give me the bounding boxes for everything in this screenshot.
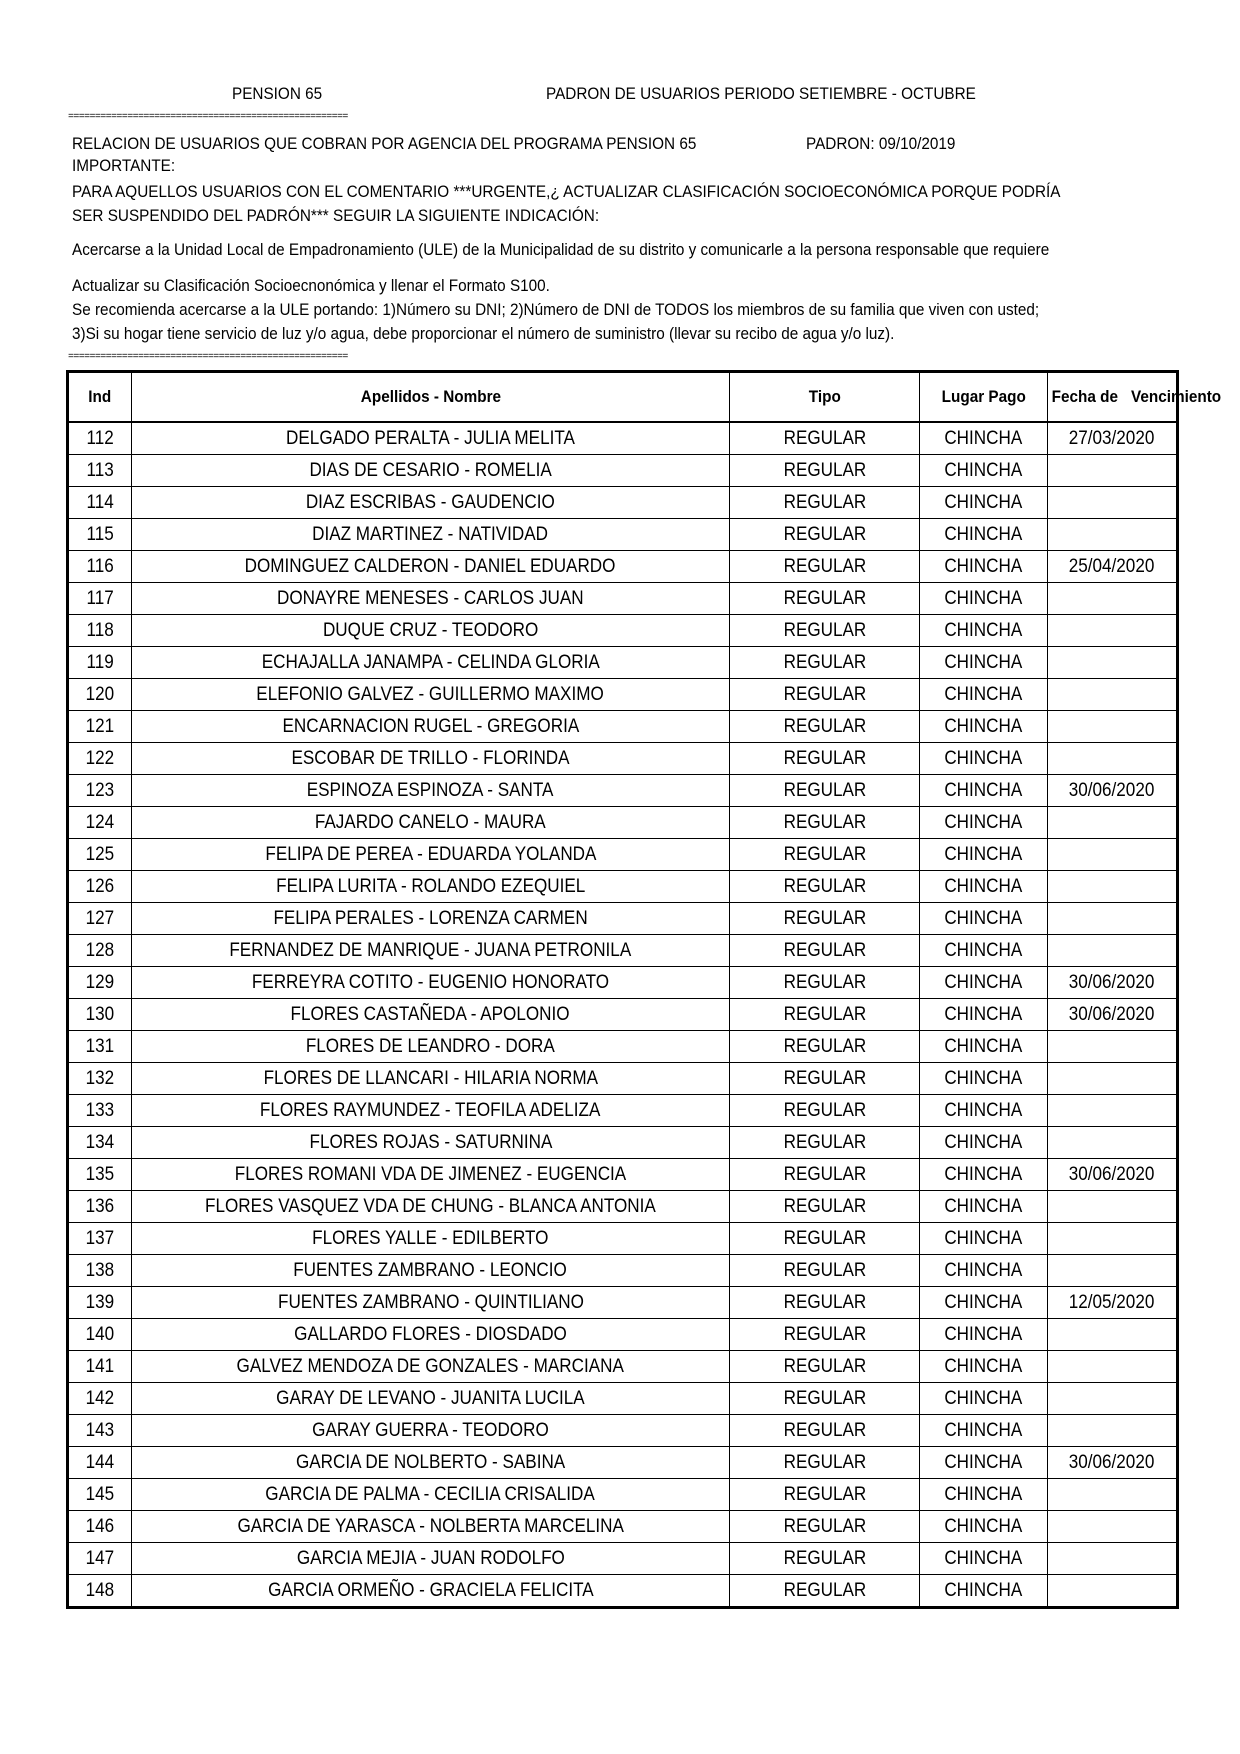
cell-type: REGULAR — [730, 1447, 920, 1479]
cell-place: CHINCHA — [920, 1575, 1048, 1607]
notice-line-2: SER SUSPENDIDO DEL PADRÓN*** SEGUIR LA SIGUIENTE INDICACIÓN: — [72, 206, 600, 225]
cell-due-date — [1048, 1351, 1177, 1383]
cell-due-date — [1048, 1575, 1177, 1607]
cell-ind: 124 — [69, 807, 132, 839]
cell-place: CHINCHA — [920, 1383, 1048, 1415]
cell-place: CHINCHA — [920, 487, 1048, 519]
cell-type: REGULAR — [730, 1159, 920, 1191]
cell-ind: 128 — [69, 935, 132, 967]
table-row — [69, 1383, 1177, 1415]
cell-ind: 113 — [69, 455, 132, 487]
column-header-type: Tipo — [730, 373, 920, 423]
cell-due-date — [1048, 1063, 1177, 1095]
table-row — [69, 1031, 1177, 1063]
cell-type: REGULAR — [730, 743, 920, 775]
cell-place: CHINCHA — [920, 743, 1048, 775]
table-row — [69, 1575, 1177, 1607]
cell-place: CHINCHA — [920, 1063, 1048, 1095]
cell-ind: 127 — [69, 903, 132, 935]
table-row — [69, 551, 1177, 583]
cell-name: DELGADO PERALTA - JULIA MELITA — [132, 422, 730, 455]
cell-place: CHINCHA — [920, 1543, 1048, 1575]
cell-ind: 140 — [69, 1319, 132, 1351]
cell-due-date — [1048, 1383, 1177, 1415]
cell-place: CHINCHA — [920, 615, 1048, 647]
cell-due-date — [1048, 1127, 1177, 1159]
cell-place: CHINCHA — [920, 551, 1048, 583]
cell-due-date — [1048, 519, 1177, 551]
program-name: PENSION 65 — [232, 84, 323, 103]
cell-name: GALVEZ MENDOZA DE GONZALES - MARCIANA — [132, 1351, 730, 1383]
cell-type: REGULAR — [730, 647, 920, 679]
cell-name: DIAZ MARTINEZ - NATIVIDAD — [132, 519, 730, 551]
cell-due-date: 30/06/2020 — [1048, 999, 1177, 1031]
cell-type: REGULAR — [730, 1511, 920, 1543]
table-row — [69, 1479, 1177, 1511]
instruction-line-1: Acercarse a la Unidad Local de Empadronamiento (ULE) de la Municipalidad de su distrito y comunicarle a la persona responsable que requiere — [72, 240, 1050, 259]
cell-place: CHINCHA — [920, 775, 1048, 807]
cell-ind: 143 — [69, 1415, 132, 1447]
cell-place: CHINCHA — [920, 1511, 1048, 1543]
cell-ind: 112 — [69, 422, 132, 455]
cell-place: CHINCHA — [920, 807, 1048, 839]
cell-ind: 142 — [69, 1383, 132, 1415]
cell-place: CHINCHA — [920, 1095, 1048, 1127]
cell-due-date — [1048, 1543, 1177, 1575]
cell-ind: 130 — [69, 999, 132, 1031]
cell-name: FUENTES ZAMBRANO - LEONCIO — [132, 1255, 730, 1287]
cell-ind: 137 — [69, 1223, 132, 1255]
cell-type: REGULAR — [730, 903, 920, 935]
cell-type: REGULAR — [730, 519, 920, 551]
cell-place: CHINCHA — [920, 1255, 1048, 1287]
cell-name: ECHAJALLA JANAMPA - CELINDA GLORIA — [132, 647, 730, 679]
cell-name: FLORES ROJAS - SATURNINA — [132, 1127, 730, 1159]
cell-type: REGULAR — [730, 839, 920, 871]
table-row — [69, 455, 1177, 487]
table-header-row — [69, 373, 1177, 423]
table-row — [69, 1319, 1177, 1351]
cell-due-date — [1048, 487, 1177, 519]
cell-name: GARCIA DE YARASCA - NOLBERTA MARCELINA — [132, 1511, 730, 1543]
separator-bottom: ==================================================== — [68, 352, 348, 363]
cell-name: FELIPA DE PEREA - EDUARDA YOLANDA — [132, 839, 730, 871]
cell-type: REGULAR — [730, 455, 920, 487]
cell-place: CHINCHA — [920, 903, 1048, 935]
cell-place: CHINCHA — [920, 455, 1048, 487]
cell-due-date: 30/06/2020 — [1048, 967, 1177, 999]
cell-ind: 146 — [69, 1511, 132, 1543]
cell-name: DIAZ ESCRIBAS - GAUDENCIO — [132, 487, 730, 519]
table-row — [69, 583, 1177, 615]
table-row — [69, 422, 1177, 455]
cell-ind: 135 — [69, 1159, 132, 1191]
cell-name: FLORES ROMANI VDA DE JIMENEZ - EUGENCIA — [132, 1159, 730, 1191]
instruction-line-4: 3)Si su hogar tiene servicio de luz y/o agua, debe proporcionar el número de suministro (llevar su recibo de agua y/o luz). — [72, 324, 895, 343]
cell-due-date — [1048, 647, 1177, 679]
table-row — [69, 807, 1177, 839]
cell-type: REGULAR — [730, 1223, 920, 1255]
relation-line: RELACION DE USUARIOS QUE COBRAN POR AGENCIA DEL PROGRAMA PENSION 65 — [72, 134, 697, 153]
cell-place: CHINCHA — [920, 1351, 1048, 1383]
table-row — [69, 1063, 1177, 1095]
cell-place: CHINCHA — [920, 1447, 1048, 1479]
cell-ind: 138 — [69, 1255, 132, 1287]
cell-due-date: 30/06/2020 — [1048, 1159, 1177, 1191]
cell-ind: 122 — [69, 743, 132, 775]
cell-type: REGULAR — [730, 1287, 920, 1319]
cell-due-date — [1048, 807, 1177, 839]
cell-name: FLORES RAYMUNDEZ - TEOFILA ADELIZA — [132, 1095, 730, 1127]
cell-ind: 121 — [69, 711, 132, 743]
cell-due-date — [1048, 1319, 1177, 1351]
cell-due-date: 12/05/2020 — [1048, 1287, 1177, 1319]
cell-type: REGULAR — [730, 487, 920, 519]
cell-due-date — [1048, 871, 1177, 903]
cell-name: DONAYRE MENESES - CARLOS JUAN — [132, 583, 730, 615]
cell-ind: 115 — [69, 519, 132, 551]
cell-name: GARCIA ORMEÑO - GRACIELA FELICITA — [132, 1575, 730, 1607]
cell-due-date — [1048, 1511, 1177, 1543]
cell-name: GARCIA DE NOLBERTO - SABINA — [132, 1447, 730, 1479]
cell-due-date — [1048, 455, 1177, 487]
cell-ind: 141 — [69, 1351, 132, 1383]
cell-ind: 118 — [69, 615, 132, 647]
cell-name: GARAY DE LEVANO - JUANITA LUCILA — [132, 1383, 730, 1415]
column-header-place: Lugar Pago — [920, 373, 1048, 423]
separator-top: ==================================================== — [68, 112, 348, 123]
cell-due-date — [1048, 711, 1177, 743]
cell-type: REGULAR — [730, 583, 920, 615]
cell-ind: 120 — [69, 679, 132, 711]
table-row — [69, 743, 1177, 775]
users-table — [68, 372, 1222, 1607]
cell-due-date — [1048, 839, 1177, 871]
cell-type: REGULAR — [730, 1095, 920, 1127]
cell-name: FELIPA LURITA - ROLANDO EZEQUIEL — [132, 871, 730, 903]
table-row — [69, 647, 1177, 679]
cell-type: REGULAR — [730, 1255, 920, 1287]
table-row — [69, 1511, 1177, 1543]
cell-ind: 134 — [69, 1127, 132, 1159]
cell-type: REGULAR — [730, 1383, 920, 1415]
cell-name: FLORES DE LEANDRO - DORA — [132, 1031, 730, 1063]
table-row — [69, 1287, 1177, 1319]
document-title: PADRON DE USUARIOS PERIODO SETIEMBRE - OCTUBRE — [546, 84, 976, 103]
column-header-name: Apellidos - Nombre — [132, 373, 730, 423]
cell-name: FLORES DE LLANCARI - HILARIA NORMA — [132, 1063, 730, 1095]
table-row — [69, 1447, 1177, 1479]
table-row — [69, 775, 1177, 807]
table-body — [69, 422, 1177, 1607]
instruction-line-3: Se recomienda acercarse a la ULE portando: 1)Número su DNI; 2)Número de DNI de TODOS los miembros de su familia que viven con usted; — [72, 300, 1040, 319]
table-row — [69, 999, 1177, 1031]
cell-due-date — [1048, 1415, 1177, 1447]
cell-type: REGULAR — [730, 999, 920, 1031]
cell-due-date: 25/04/2020 — [1048, 551, 1177, 583]
cell-due-date — [1048, 1095, 1177, 1127]
cell-name: GALLARDO FLORES - DIOSDADO — [132, 1319, 730, 1351]
cell-name: FUENTES ZAMBRANO - QUINTILIANO — [132, 1287, 730, 1319]
table-row — [69, 1415, 1177, 1447]
cell-ind: 131 — [69, 1031, 132, 1063]
cell-ind: 116 — [69, 551, 132, 583]
cell-due-date — [1048, 1223, 1177, 1255]
cell-place: CHINCHA — [920, 967, 1048, 999]
cell-type: REGULAR — [730, 1127, 920, 1159]
cell-ind: 119 — [69, 647, 132, 679]
cell-type: REGULAR — [730, 1543, 920, 1575]
table-row — [69, 871, 1177, 903]
cell-due-date: 30/06/2020 — [1048, 775, 1177, 807]
cell-type: REGULAR — [730, 1191, 920, 1223]
cell-type: REGULAR — [730, 615, 920, 647]
cell-place: CHINCHA — [920, 1159, 1048, 1191]
cell-name: GARCIA MEJIA - JUAN RODOLFO — [132, 1543, 730, 1575]
cell-due-date — [1048, 1191, 1177, 1223]
cell-ind: 125 — [69, 839, 132, 871]
cell-name: DOMINGUEZ CALDERON - DANIEL EDUARDO — [132, 551, 730, 583]
cell-type: REGULAR — [730, 679, 920, 711]
cell-type: REGULAR — [730, 551, 920, 583]
table-row — [69, 1255, 1177, 1287]
cell-name: DIAS DE CESARIO - ROMELIA — [132, 455, 730, 487]
column-header-due-date: Fecha de Vencimiento — [1048, 373, 1177, 423]
instruction-line-2: Actualizar su Clasificación Socioecnonómica y llenar el Formato S100. — [72, 276, 550, 295]
cell-place: CHINCHA — [920, 1287, 1048, 1319]
cell-name: GARAY GUERRA - TEODORO — [132, 1415, 730, 1447]
cell-type: REGULAR — [730, 871, 920, 903]
cell-due-date — [1048, 935, 1177, 967]
cell-ind: 144 — [69, 1447, 132, 1479]
table-row — [69, 711, 1177, 743]
cell-place: CHINCHA — [920, 1191, 1048, 1223]
cell-place: CHINCHA — [920, 711, 1048, 743]
cell-name: ESPINOZA ESPINOZA - SANTA — [132, 775, 730, 807]
cell-ind: 117 — [69, 583, 132, 615]
cell-name: ELEFONIO GALVEZ - GUILLERMO MAXIMO — [132, 679, 730, 711]
cell-place: CHINCHA — [920, 1127, 1048, 1159]
cell-due-date — [1048, 583, 1177, 615]
cell-place: CHINCHA — [920, 1479, 1048, 1511]
cell-due-date: 30/06/2020 — [1048, 1447, 1177, 1479]
cell-type: REGULAR — [730, 1063, 920, 1095]
cell-ind: 145 — [69, 1479, 132, 1511]
cell-type: REGULAR — [730, 1351, 920, 1383]
cell-place: CHINCHA — [920, 999, 1048, 1031]
cell-type: REGULAR — [730, 935, 920, 967]
table-row — [69, 1127, 1177, 1159]
cell-ind: 114 — [69, 487, 132, 519]
cell-name: FERNANDEZ DE MANRIQUE - JUANA PETRONILA — [132, 935, 730, 967]
cell-due-date — [1048, 1255, 1177, 1287]
table-row — [69, 679, 1177, 711]
table-row — [69, 935, 1177, 967]
cell-place: CHINCHA — [920, 871, 1048, 903]
cell-ind: 133 — [69, 1095, 132, 1127]
cell-name: FAJARDO CANELO - MAURA — [132, 807, 730, 839]
cell-place: CHINCHA — [920, 583, 1048, 615]
cell-name: ENCARNACION RUGEL - GREGORIA — [132, 711, 730, 743]
cell-ind: 139 — [69, 1287, 132, 1319]
table-row — [69, 487, 1177, 519]
cell-place: CHINCHA — [920, 839, 1048, 871]
cell-name: FLORES VASQUEZ VDA DE CHUNG - BLANCA ANTONIA — [132, 1191, 730, 1223]
cell-due-date — [1048, 743, 1177, 775]
cell-name: FLORES CASTAÑEDA - APOLONIO — [132, 999, 730, 1031]
table-row — [69, 615, 1177, 647]
cell-due-date — [1048, 903, 1177, 935]
cell-ind: 129 — [69, 967, 132, 999]
column-header-ind: Ind — [69, 373, 132, 423]
table-row — [69, 1351, 1177, 1383]
cell-type: REGULAR — [730, 1479, 920, 1511]
cell-place: CHINCHA — [920, 1223, 1048, 1255]
notice-line-1: PARA AQUELLOS USUARIOS CON EL COMENTARIO ***URGENTE,¿ ACTUALIZAR CLASIFICACIÓN SOCIOECONÓMICA PORQUE PODRÍA — [72, 182, 1061, 201]
cell-type: REGULAR — [730, 775, 920, 807]
cell-due-date — [1048, 679, 1177, 711]
table-row — [69, 519, 1177, 551]
cell-name: FERREYRA COTITO - EUGENIO HONORATO — [132, 967, 730, 999]
table-row — [69, 1159, 1177, 1191]
cell-place: CHINCHA — [920, 647, 1048, 679]
cell-ind: 123 — [69, 775, 132, 807]
cell-place: CHINCHA — [920, 1031, 1048, 1063]
table-row — [69, 1095, 1177, 1127]
cell-ind: 147 — [69, 1543, 132, 1575]
cell-ind: 136 — [69, 1191, 132, 1223]
table-row — [69, 1543, 1177, 1575]
padron-date: PADRON: 09/10/2019 — [806, 134, 956, 153]
cell-type: REGULAR — [730, 1415, 920, 1447]
cell-place: CHINCHA — [920, 519, 1048, 551]
cell-name: ESCOBAR DE TRILLO - FLORINDA — [132, 743, 730, 775]
cell-type: REGULAR — [730, 807, 920, 839]
cell-ind: 148 — [69, 1575, 132, 1607]
cell-place: CHINCHA — [920, 1319, 1048, 1351]
table-row — [69, 1191, 1177, 1223]
cell-type: REGULAR — [730, 422, 920, 455]
cell-place: CHINCHA — [920, 679, 1048, 711]
important-label: IMPORTANTE: — [72, 156, 176, 175]
cell-name: FLORES YALLE - EDILBERTO — [132, 1223, 730, 1255]
cell-name: GARCIA DE PALMA - CECILIA CRISALIDA — [132, 1479, 730, 1511]
cell-place: CHINCHA — [920, 422, 1048, 455]
cell-place: CHINCHA — [920, 935, 1048, 967]
cell-place: CHINCHA — [920, 1415, 1048, 1447]
cell-type: REGULAR — [730, 711, 920, 743]
cell-due-date — [1048, 1479, 1177, 1511]
cell-due-date — [1048, 615, 1177, 647]
table-row — [69, 903, 1177, 935]
table-row — [69, 1223, 1177, 1255]
cell-type: REGULAR — [730, 967, 920, 999]
cell-name: FELIPA PERALES - LORENZA CARMEN — [132, 903, 730, 935]
cell-ind: 126 — [69, 871, 132, 903]
cell-name: DUQUE CRUZ - TEODORO — [132, 615, 730, 647]
cell-type: REGULAR — [730, 1031, 920, 1063]
table-row — [69, 967, 1177, 999]
cell-type: REGULAR — [730, 1575, 920, 1607]
cell-due-date — [1048, 1031, 1177, 1063]
cell-type: REGULAR — [730, 1319, 920, 1351]
cell-ind: 132 — [69, 1063, 132, 1095]
table-row — [69, 839, 1177, 871]
cell-due-date: 27/03/2020 — [1048, 422, 1177, 455]
